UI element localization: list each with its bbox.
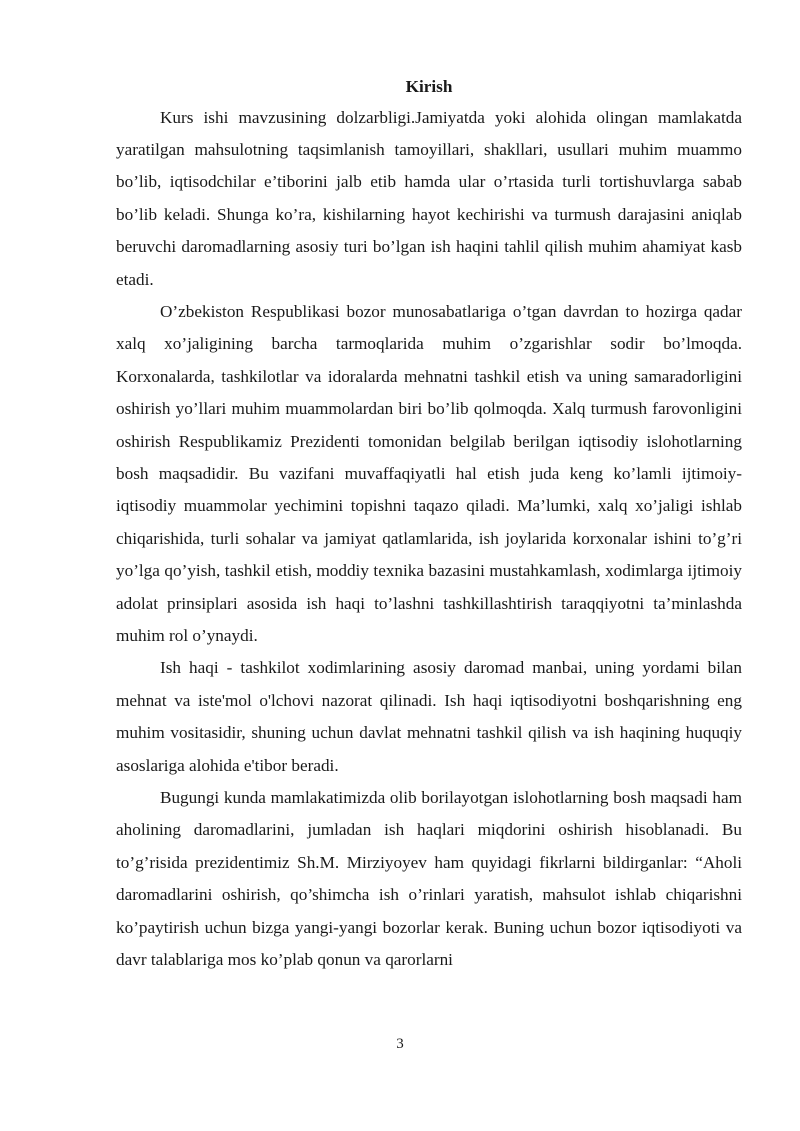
section-title: Kirish	[405, 77, 453, 96]
paragraph-reforms: O’zbekiston Respublikasi bozor munosabatlariga o’tgan davrdan to hozirga qadar xalq xo’jaligining barcha tarmoqlarida muhim o’zgarishlar sodir bo’lmoqda. Korxonalarda, tashkilotlar va idoralarda mehnatni tashkil etish va uning samaradorligini oshirish yo’llari muhim muammolardan biri bo’lib qolmoqda. Xalq turmush farovonligini oshirish Respublikamiz Prezidenti tomonidan belgilab berilgan iqtisodiy islohotlarning bosh maqsadidir. Bu vazifani muvaffaqiyatli hal etish juda keng ko’lamli ijtimoiy-iqtisodiy muammolar yechimini topishni taqazo qiladi. Ma’lumki, xalq xo’jaligi ishlab chiqarishida, turli sohalar va jamiyat qatlamlarida, ish joylarida korxonalar ishini to’g’ri yo’lga qo’yish, tashkil etish, moddiy texnika bazasini mustahkamlash, xodimlarga ijtimoiy adolat prinsiplari asosida ish haqi to’lashni tashkillashtirish taraqqiyotni ta’minlashda muhim rol o’ynaydi.	[116, 301, 742, 645]
page-number: 3	[396, 1036, 404, 1052]
page-body	[116, 73, 742, 976]
paragraph-relevance: Kurs ishi mavzusining dolzarbligi.Jamiyatda yoki alohida olingan mamlakatda yaratilgan mahsulotning taqsimlanish tamoyillari, shakllari, usullari muhim muammo bo’lib, iqtisodchilar e’tiborini jalb etib hamda ular o’rtasida turli tortishuvlarga sabab bo’lib keladi. Shunga ko’ra, kishilarning hayot kechirishi va turmush darajasini aniqlab beruvchi daromadlarning asosiy turi bo’lgan ish haqini tahlil qilish muhim ahamiyat kasb etadi.	[116, 107, 742, 289]
paragraph-wages: Ish haqi - tashkilot xodimlarining asosiy daromad manbai, uning yordami bilan mehnat va iste'mol o'lchovi nazorat qilinadi. Ish haqi iqtisodiyotni boshqarishning eng muhim vositasidir, shuning uchun davlat mehnatni tashkil qilish va ish haqining huquqiy asoslariga alohida e'tibor beradi.	[116, 658, 742, 775]
paragraph-income: Bugungi kunda mamlakatimizda olib borilayotgan islohotlarning bosh maqsadi ham aholining daromadlarini, jumladan ish haqlari miqdorini oshirish hisoblanadi. Bu to’g’risida prezidentimiz Sh.M. Mirziyoyev ham quyidagi fikrlarni bildirganlar: “Aholi daromadlarini oshirish, qo’shimcha ish o’rinlari yaratish, mahsulot ishlab chiqarishni ko’paytirish uchun bizga yangi-yangi bozorlar kerak. Buning uchun bozor iqtisodiyoti va davr talablariga mos ko’plab qonun va qarorlarni	[116, 788, 742, 970]
